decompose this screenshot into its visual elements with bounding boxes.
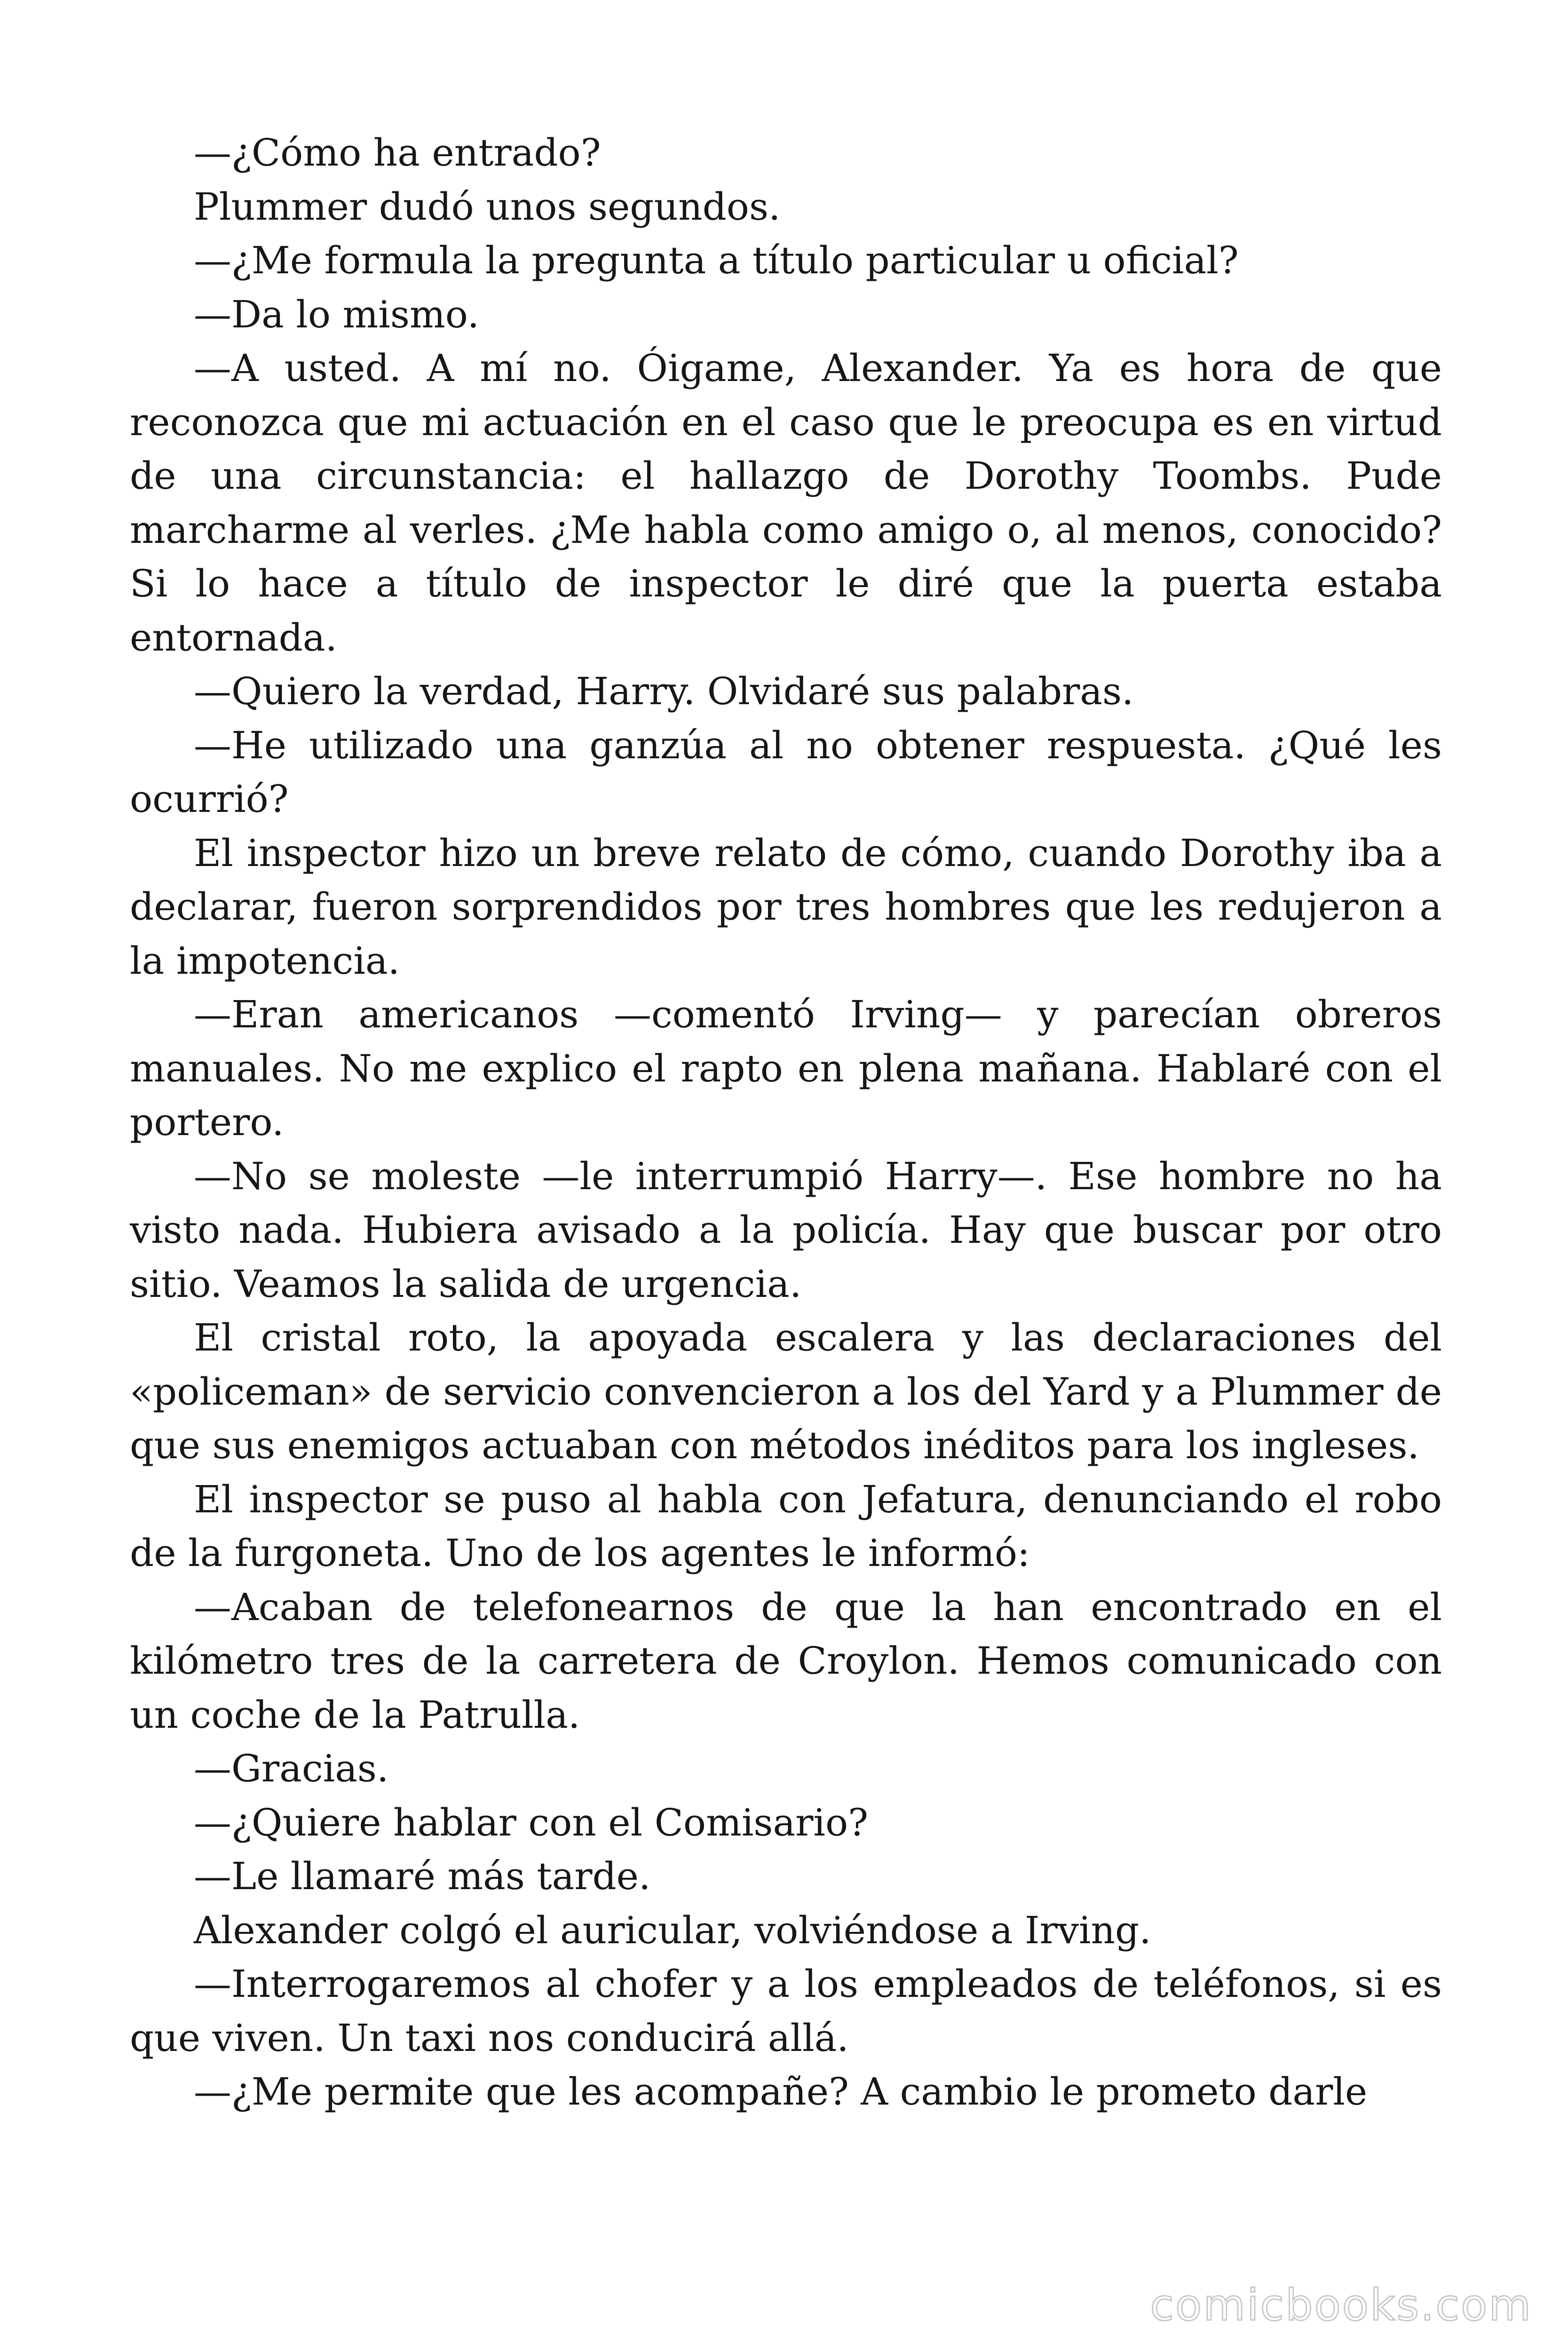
paragraph-5: —A usted. A mí no. Óigame, Alexander. Ya es hora de que reconozca que mi actuación en el caso que le preocupa es en virtud de una circunstancia: el hallazgo de Dorothy Toombs. Pude marcharme al verles. ¿Me habla como amigo o, al menos, conocido? Si lo hace a título de inspector le diré que la puerta estaba entornada. [130,346,1442,660]
paragraph-15: —¿Quiere hablar con el Comisario? [194,1800,869,1844]
paragraph-16: —Le llamaré más tarde. [194,1854,651,1898]
paragraph-6: —Quiero la verdad, Harry. Olvidaré sus palabras. [194,669,1134,713]
paragraph-11: El cristal roto, la apoyada escalera y las declaraciones del «policeman» de servicio convencieron a los del Yard y a Plummer de que sus enemigos actuaban con métodos inéditos para los ingleses. [130,1316,1442,1467]
paragraph-13: —Acaban de telefonearnos de que la han encontrado en el kilómetro tres de la carretera de Croylon. Hemos comunicado con un coche de la Patrulla. [130,1585,1442,1737]
paragraph-4: —Da lo mismo. [194,292,479,336]
paragraph-9: —Eran americanos —comentó Irving— y parecían obreros manuales. No me explico el rapto en plena mañana. Hablaré con el portero. [130,993,1442,1144]
paragraph-17: Alexander colgó el auricular, volviéndose a Irving. [194,1908,1151,1952]
paragraph-10: —No se moleste —le interrumpió Harry—. Ese hombre no ha visto nada. Hubiera avisado a la policía. Hay que buscar por otro sitio. Veamos la salida de urgencia. [130,1154,1442,1306]
text-column [130,126,1442,2119]
paragraph-18: —Interrogaremos al chofer y a los empleados de teléfonos, si es que viven. Un taxi nos conducirá allá. [130,1962,1442,2060]
paragraph-3: —¿Me formula la pregunta a título particular u oficial? [194,238,1239,282]
paragraph-2: Plummer dudó unos segundos. [194,184,781,229]
watermark: comicbooks.com [1150,2280,1532,2330]
paragraph-7: —He utilizado una ganzúa al no obtener respuesta. ¿Qué les ocurrió? [130,723,1442,821]
paragraph-14: —Gracias. [194,1747,389,1790]
paragraph-19: —¿Me permite que les acompañe? A cambio le prometo darle [194,2070,1368,2114]
paragraph-8: El inspector hizo un breve relato de cómo, cuando Dorothy iba a declarar, fueron sorprendidos por tres hombres que les redujeron a la impotencia. [130,831,1442,983]
paragraph-1: —¿Cómo ha entrado? [194,131,601,175]
paragraph-12: El inspector se puso al habla con Jefatura, denunciando el robo de la furgoneta. Uno de los agentes le informó: [130,1477,1442,1575]
